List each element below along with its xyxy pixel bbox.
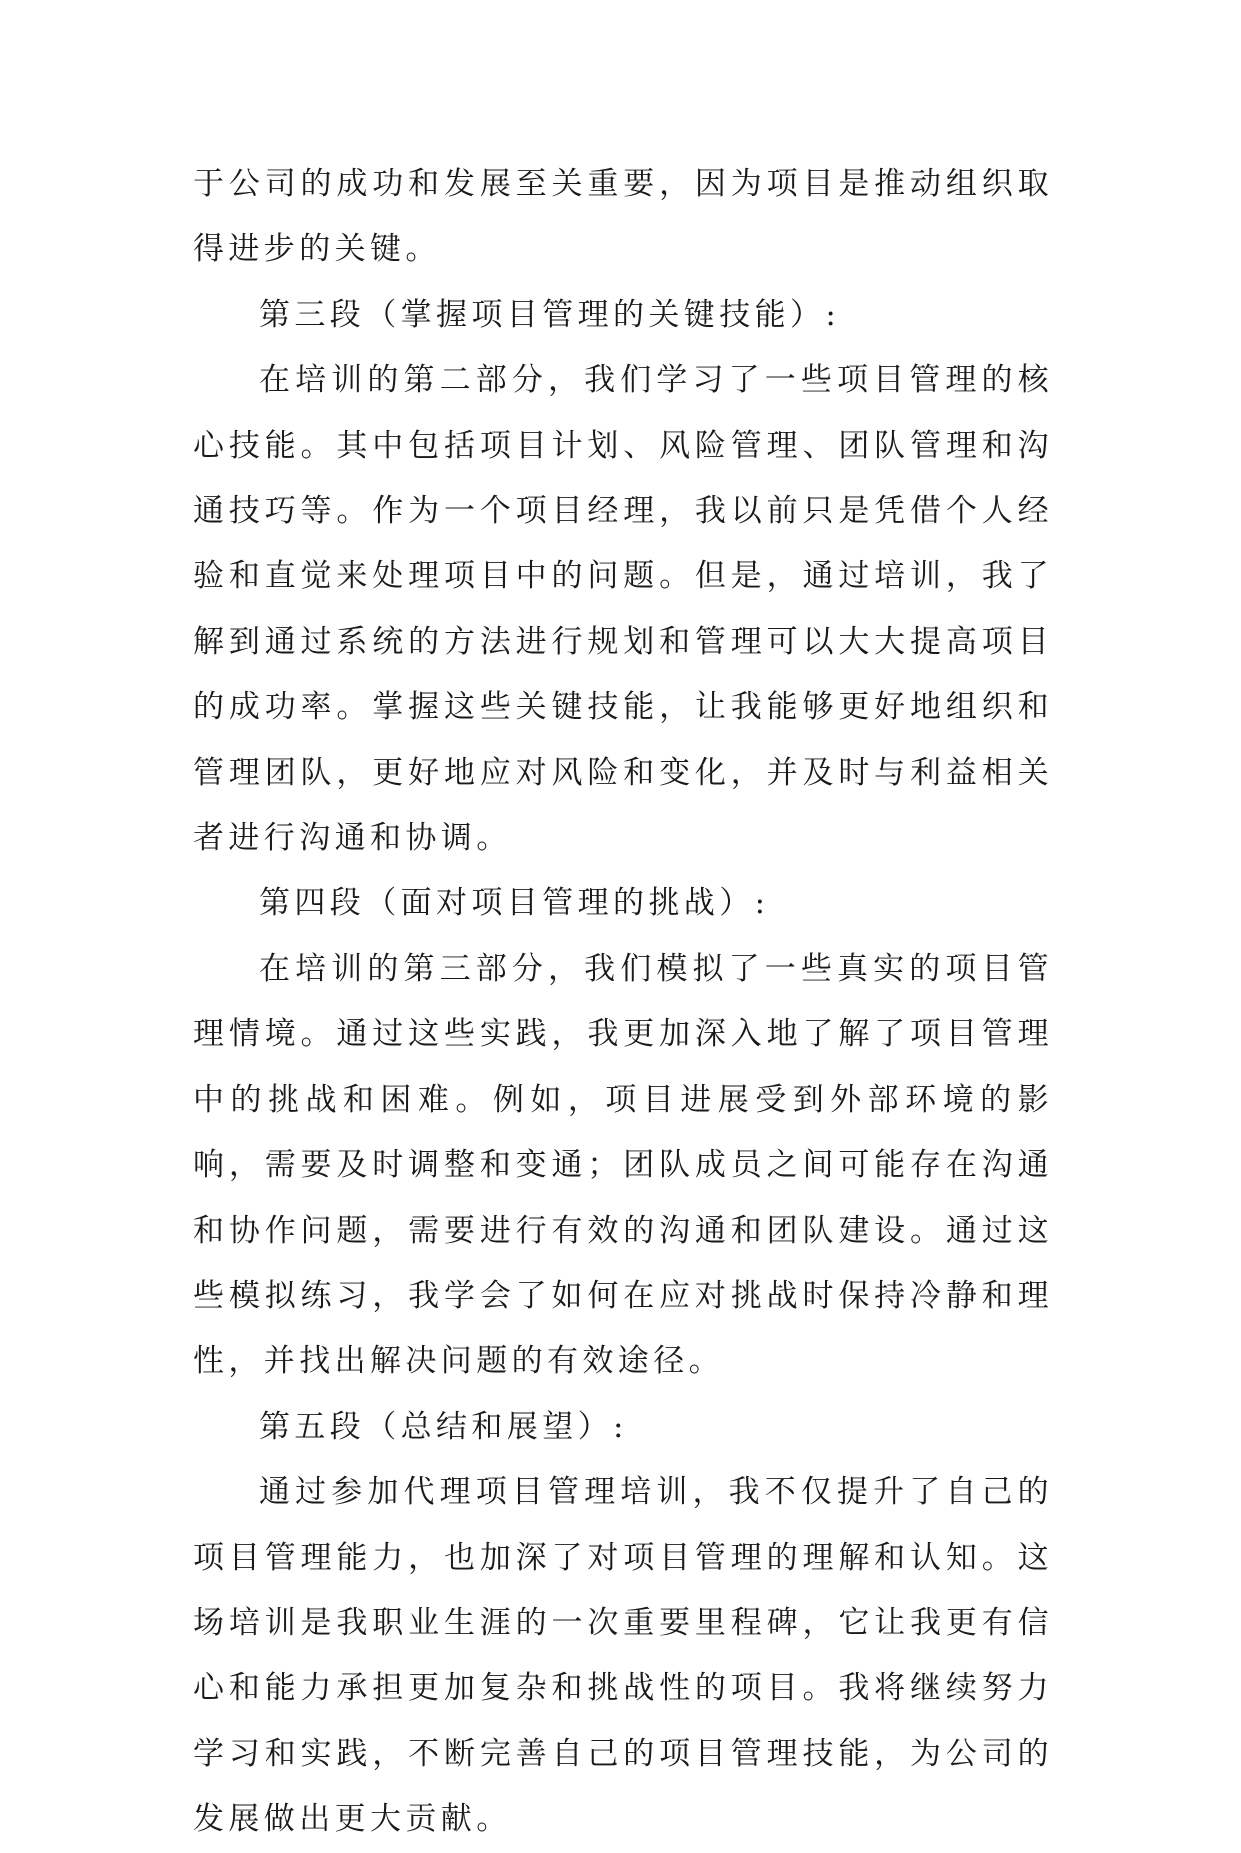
paragraph-continuation: 于公司的成功和发展至关重要，因为项目是推动组织取得进步的关键。 [193,166,1053,268]
section-heading-5: 第五段（总结和展望）: [259,1408,628,1445]
section-heading-4: 第四段（面对项目管理的挑战）: [259,885,770,922]
paragraph-section-5: 通过参加代理项目管理培训，我不仅提升了自己的项目管理能力，也加深了对项目管理的理解和认知。这场培训是我职业生涯的一次重要里程碑，它让我更有信心和能力承担更加复杂和挑战性的项目。我将继续努力学习和实践，不断完善自己的项目管理技能，为公司的发展做出更大贡献。 [193,1474,1053,1838]
paragraph-section-3: 在培训的第二部分，我们学习了一些项目管理的核心技能。其中包括项目计划、风险管理、团队管理和沟通技巧等。作为一个项目经理，我以前只是凭借个人经验和直觉来处理项目中的问题。但是，通过培训，我了解到通过系统的方法进行规划和管理可以大大提高项目的成功率。掌握这些关键技能，让我能够更好地组织和管理团队，更好地应对风险和变化，并及时与利益相关者进行沟通和协调。 [193,362,1053,857]
section-heading-3: 第三段（掌握项目管理的关键技能）: [259,296,841,333]
paragraph-section-4: 在培训的第三部分，我们模拟了一些真实的项目管理情境。通过这些实践，我更加深入地了解了项目管理中的挑战和困难。例如，项目进展受到外部环境的影响，需要及时调整和变通；团队成员之间可能存在沟通和协作问题，需要进行有效的沟通和团队建设。通过这些模拟练习，我学会了如何在应对挑战时保持冷静和理性，并找出解决问题的有效途径。 [193,950,1053,1380]
document-body [193,152,1053,1853]
